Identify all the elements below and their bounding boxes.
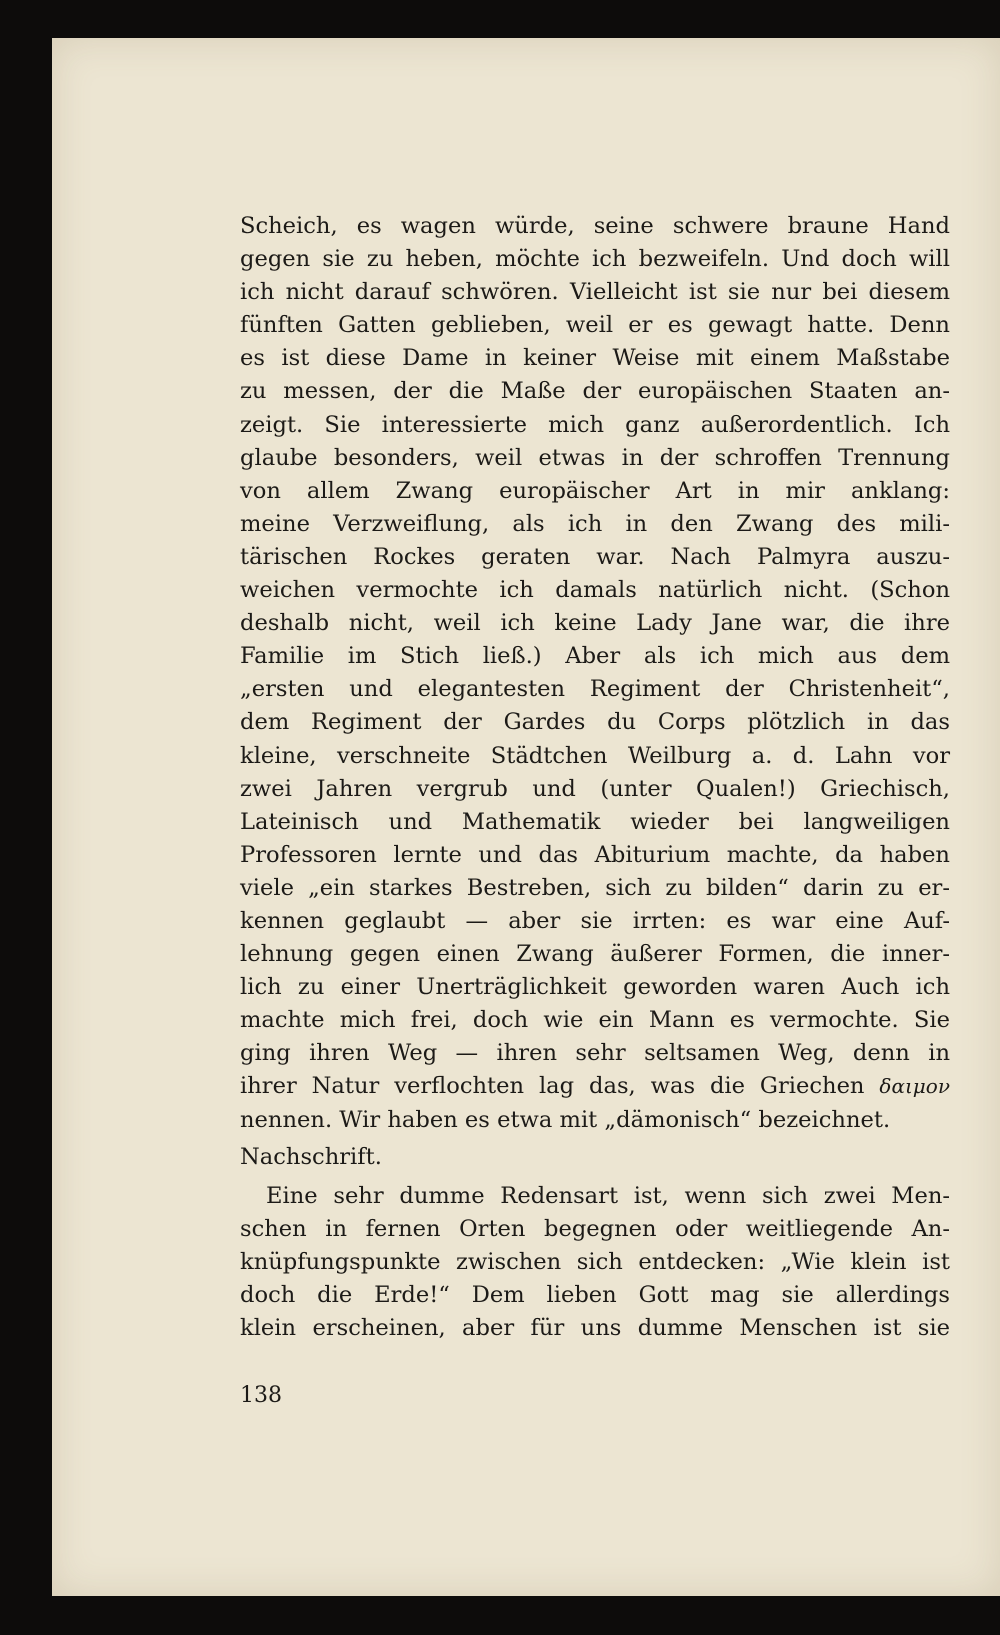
text-line: zu messen, der die Maße der europäischen Staaten an- (240, 378, 950, 405)
text-line: Familie im Stich ließ.) Aber als ich mich aus dem (240, 643, 950, 670)
paragraph-2 (240, 1180, 950, 1345)
text-line: klein erscheinen, aber für uns dumme Menschen ist sie (240, 1315, 950, 1342)
text-line: fünften Gatten geblieben, weil er es gewagt hatte. Denn (240, 312, 950, 339)
section-heading: Nachschrift. (240, 1143, 382, 1170)
text-line: nennen. Wir haben es etwa mit „dämonisch“ bezeichnet. (240, 1106, 891, 1133)
text-line: gegen sie zu heben, möchte ich bezweifeln. Und doch will (240, 246, 950, 273)
greek-word: δαιμον (879, 1074, 951, 1099)
text-line: viele „ein starkes Bestreben, sich zu bilden“ darin zu er- (240, 874, 950, 901)
page-text (240, 210, 950, 1345)
text-line: Eine sehr dumme Redensart ist, wenn sich zwei Men- (266, 1182, 950, 1209)
text-line: Scheich, es wagen würde, seine schwere braune Hand (240, 213, 950, 239)
text-line: es ist diese Dame in keiner Weise mit einem Maßstabe (240, 345, 950, 372)
text-line: von allem Zwang europäischer Art in mir anklang: (240, 477, 950, 504)
text-line: weichen vermochte ich damals natürlich nicht. (Schon (240, 577, 950, 604)
text-line: meine Verzweiflung, als ich in den Zwang des mili- (240, 510, 950, 537)
text-line: Professoren lernte und das Abiturium machte, da haben (240, 841, 950, 868)
paragraph-1 (240, 210, 950, 1137)
text-line: ich nicht darauf schwören. Vielleicht ist sie nur bei diesem (240, 279, 950, 306)
text-line-with-greek (240, 1070, 950, 1103)
text-line: dem Regiment der Gardes du Corps plötzlich in das (240, 709, 950, 736)
text-line: lehnung gegen einen Zwang äußerer Formen, die inner- (240, 941, 950, 968)
text-line: kleine, verschneite Städtchen Weilburg a. d. Lahn vor (240, 742, 950, 769)
text-line: doch die Erde!“ Dem lieben Gott mag sie allerdings (240, 1282, 950, 1308)
text-line: tärischen Rockes geraten war. Nach Palmyra auszu- (240, 543, 950, 570)
text-fragment: ihrer Natur verflochten lag das, was die Griechen (240, 1073, 865, 1100)
text-line: „ersten und elegantesten Regiment der Christenheit“, (240, 676, 950, 703)
book-page (52, 38, 1000, 1596)
text-line: glaube besonders, weil etwas in der schroffen Trennung (240, 444, 950, 471)
text-line: ging ihren Weg — ihren sehr seltsamen Weg, denn in (240, 1040, 950, 1067)
text-line: machte mich frei, doch wie ein Mann es vermochte. Sie (240, 1007, 950, 1034)
text-line: deshalb nicht, weil ich keine Lady Jane war, die ihre (240, 610, 950, 637)
text-line: Lateinisch und Mathematik wieder bei langweiligen (240, 808, 950, 835)
text-line: zeigt. Sie interessierte mich ganz außerordentlich. Ich (240, 411, 950, 438)
page-number: 138 (240, 1383, 282, 1408)
text-line: knüpfungspunkte zwischen sich entdecken: „Wie klein ist (240, 1248, 950, 1275)
text-line: lich zu einer Unerträglichkeit geworden waren Auch ich (240, 974, 950, 1001)
text-line: schen in fernen Orten begegnen oder weitliegende An- (240, 1215, 950, 1242)
text-line: kennen geglaubt — aber sie irrten: es war eine Auf- (240, 907, 950, 934)
text-line: zwei Jahren vergrub und (unter Qualen!) Griechisch, (240, 775, 950, 802)
